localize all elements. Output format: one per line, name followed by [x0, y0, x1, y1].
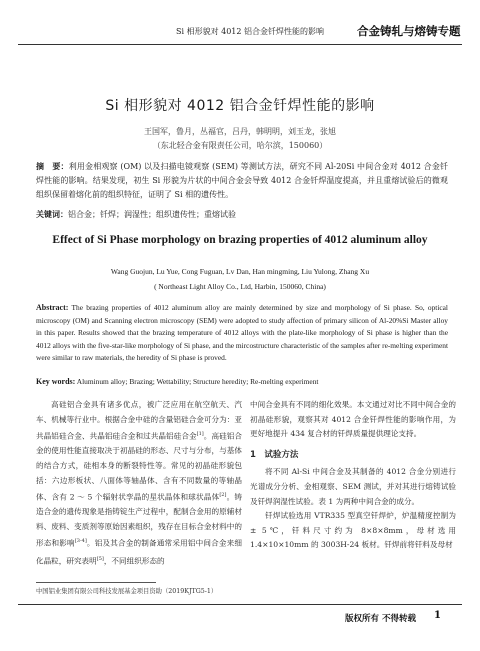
abstract-text-chinese: 利用金相观察 (OM) 以及扫描电镜观察 (SEM) 等测试方法，研究不同 Al-20Si 中间合金对 4012 合金钎焊性能的影响。结果发现，初生 Si 形貌为片状的中间合金会导致 4012 合金钎焊温度提高，并且重熔试验后的微观组织保留着熔化前的组织特征，证明了 Si 相的遗传性。: [36, 162, 448, 199]
keywords-text-english: Aluminum alloy; Brazing; Wettability; Structure heredity; Re-melting experiment: [76, 377, 319, 386]
keywords-label-english: Key words:: [36, 377, 76, 386]
footer-rule: [18, 604, 462, 605]
citation: [1]: [196, 431, 204, 438]
affiliation-chinese: （东北轻合金有限责任公司，哈尔滨，150060）: [152, 141, 328, 150]
page-number: 1: [434, 610, 441, 621]
keywords-text-chinese: 铝合金；钎焊；润湿性；组织遗传性；重熔试验: [68, 210, 236, 219]
abstract-label-chinese: 摘 要：: [36, 162, 69, 171]
copyright-notice: 版权所有 不得转载: [345, 614, 416, 624]
method-paragraph-1: 将不同 Al-Si 中间合金及其制备的 4012 合金分别进行光谱成分分析、金相观察、SEM 测试，并对其进行熔铸试验及钎焊润湿性试验。表 1 为两种中间合金的成分。: [250, 467, 456, 506]
authors-english: Wang Guojun, Lu Yue, Cong Fuguan, Lv Dan, Han mingming, Liu Yulong, Zhang Xu: [110, 267, 370, 276]
funding-note: 中国铝业集团有限公司科技发展基金项目资助（2019KJTG5-1）: [36, 588, 218, 595]
abstract-chinese: [36, 160, 448, 202]
keywords-chinese: [36, 209, 448, 220]
header-rule: [18, 44, 462, 45]
journal-section: 合金铸轧与熔铸专题: [357, 24, 461, 38]
intro-continuation: 中间合金具有不同的细化效果。本文通过对比不同中间合金的初晶硅形貌，观察其对 4012 合金钎焊性能的影响作用，为更好地提升 434 复合材的钎焊质量提供理论支持。: [250, 400, 456, 439]
affiliation-english: ( Northeast Light Alloy Co., Ltd, Harbin, 150060, China): [154, 282, 326, 291]
footnote-rule: [36, 582, 156, 583]
section-heading: 1 试验方法: [250, 449, 299, 460]
abstract-label-english: Abstract:: [36, 303, 69, 312]
citation: [2]: [219, 492, 227, 499]
citation: [3-4]: [74, 538, 87, 545]
running-title: Si 相形貌对 4012 铝合金钎焊性能的影响: [176, 27, 325, 36]
authors-chinese: 王国军，鲁月，丛福官，吕丹，韩明明，刘玉龙，张旭: [144, 127, 336, 136]
abstract-english: [36, 302, 448, 365]
method-paragraph-2: 钎焊试验选用 VTR335 型真空钎焊炉，炉温精度控制为 ± 5℃，钎料尺寸约为 8×8×8mm，母材选用 1.4×10×10mm 的 3003H-24 板材。钎焊前将钎料及母材: [250, 511, 456, 550]
title-chinese: Si 相形貌对 4012 铝合金钎焊性能的影响: [105, 98, 375, 114]
abstract-text-english: The brazing properties of 4012 aluminum alloy are mainly determined by size and morphology of Si phase. So, optical microscopy (OM) and Scanning electron microscopy (SEM) were adopted to study affection of primary silicon of Al-20%Si Master alloy in this paper. Results showed that the brazing temperature of 4012 alloys with the plate-like morphology of Si phase is higher than the 4012 alloys with the five-star-like morphology of Si phase, and the mircostructure characteristic of the samples after re-melting experiment were similar to raw materials, the heredity of Si phase is proved.: [36, 303, 448, 363]
body-right-column: [250, 398, 456, 553]
citation: [5]: [96, 555, 104, 562]
keywords-label-chinese: 关键词：: [36, 210, 68, 219]
intro-paragraph: 高硅铝合金具有诸多优点，被广泛应用在航空航天、汽车、机械等行业中。根据合金中硅的含量铝硅合金可分为：亚共晶铝硅合金、共晶铝硅合金和过共晶铝硅合金[1]。高硅铝合金的使用性能直接取决于初晶硅的形态、尺寸与分布，与基体的结合方式，硅相本身的断裂特性等。常见的初晶硅形貌包括：六边形板状、八面体等轴晶体、含有不同数量的等轴晶体、含有 2 ～ 5 个辐射状孪晶的星状晶体和球状晶体[2]。铸造合金的遗传现象是指铸锭生产过程中，配制合金用的原辅材料、废料、变质剂等原始因素组织，残存在目标合金材料中的形态和影响[3-4]。铝及其合金的制备通常采用铝中间合金来细化晶粒，研究表明[5]，不同组织形态的: [36, 400, 243, 566]
body-left-column: [36, 398, 242, 569]
title-english: Effect of Si Phase morphology on brazing properties of 4012 aluminum alloy: [52, 234, 428, 246]
keywords-english: [36, 377, 448, 386]
